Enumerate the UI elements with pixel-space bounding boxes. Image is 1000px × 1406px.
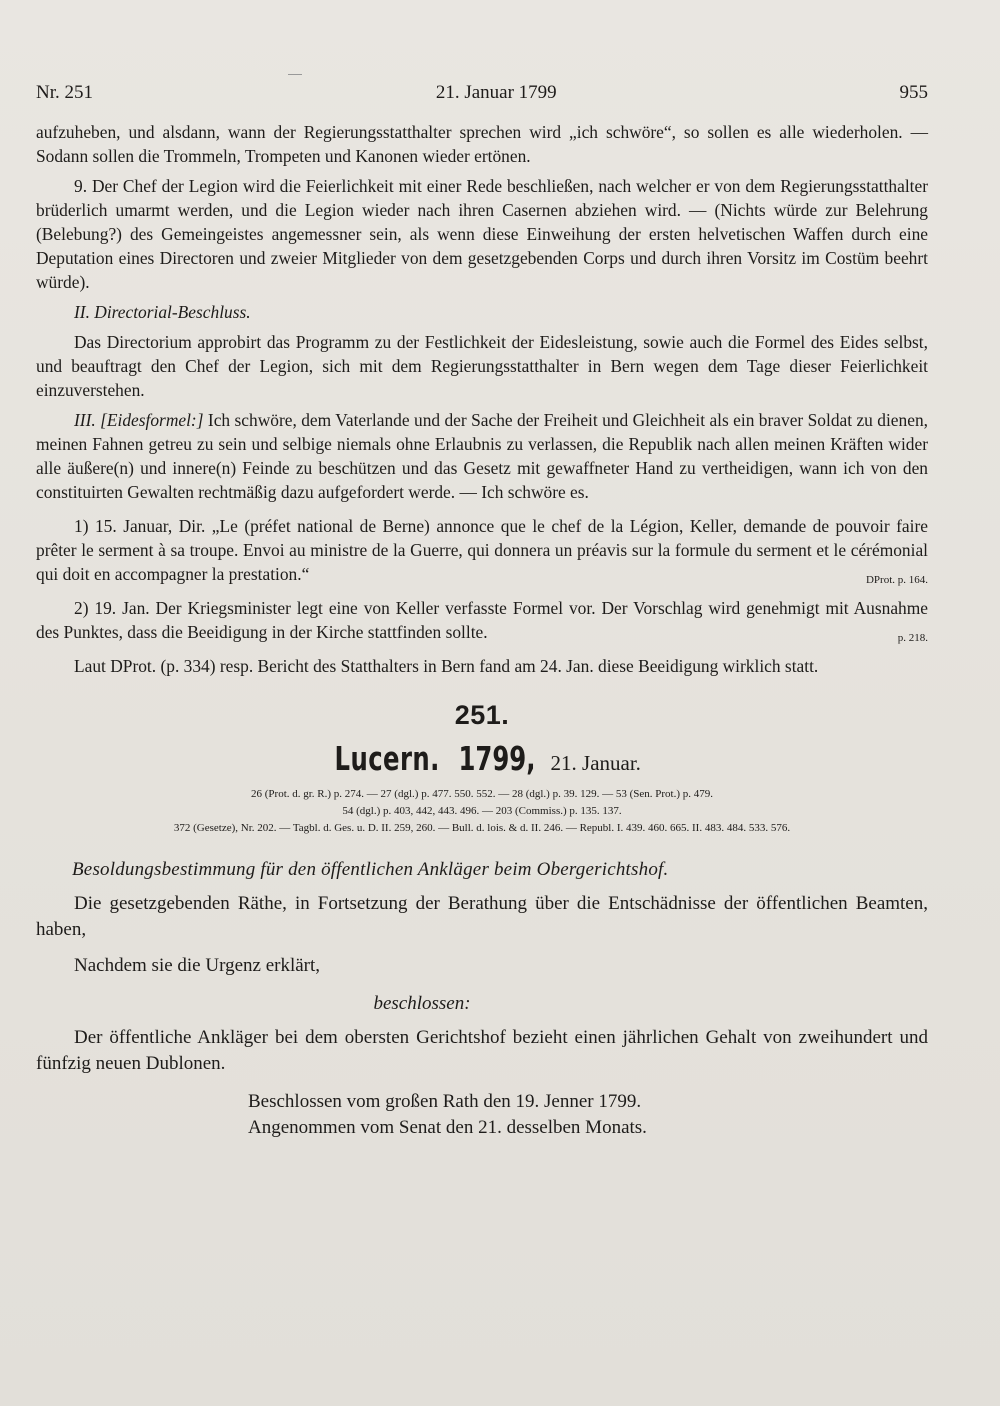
closing-block bbox=[36, 1089, 928, 1141]
decision-paragraph: Der öffentliche Ankläger bei dem obersten Gerichtshof bezieht einen jährlichen Gehalt von zweihundert und fünfzig neuen Dublonen. bbox=[36, 1027, 928, 1074]
section-label-oath: III. [Eidesformel:] bbox=[74, 410, 204, 430]
page-header bbox=[36, 82, 928, 104]
section-title-directorial: II. Directorial-Beschluss. bbox=[74, 302, 251, 322]
footnote-1 bbox=[36, 514, 928, 586]
sources-line-2: 54 (dgl.) p. 403, 442, 443. 496. — 203 (Commiss.) p. 135. 137. bbox=[342, 805, 622, 817]
document-place-date bbox=[36, 739, 928, 778]
oath-text: Ich schwöre, dem Vaterlande und der Sache der Freiheit und Gleichheit als ein braver Soldat zu dienen, meinen Fahnen getreu zu sein und selbige niemals ohne Erlaubnis zu verlassen, die Republik nach allen meinen Kräften wider alle äußere(n) und innere(n) Feinde zu beschützen und das Gesetz mit gewaffneter Hand zu vertheidigen, wann ich von den constituirten Gewalten rechtmäßig dazu aufgefordert werde. — Ich schwöre es. bbox=[36, 410, 928, 502]
sources-line-1: 26 (Prot. d. gr. R.) p. 274. — 27 (dgl.) p. 477. 550. 552. — 28 (dgl.) p. 39. 129. — 53 (Sen. Prot.) p. 479. bbox=[251, 788, 713, 800]
header-page-number: 955 bbox=[899, 82, 928, 103]
footnote-3: Laut DProt. (p. 334) resp. Bericht des Statthalters in Bern fand am 24. Jan. diese Beeidigung wirklich statt. bbox=[74, 656, 819, 676]
footnote-2 bbox=[36, 596, 928, 644]
paragraph-point-9: 9. Der Chef der Legion wird die Feierlichkeit mit einer Rede beschließen, nach welcher er von dem Regierungsstatthalter brüderlich umarmt werden, und die Legion wieder nach ihren Casernen abziehen wird. — (Nichts würde zur Belehrung (Belebung?) des Gemeingeistes angemessner sein, als wenn diese Einweihung der ersten helvetischen Waffen durch eine Deputation eines Directoren und zweier Mitglieder von dem gesetzgebenden Corps und durch ihren Vorsitz im Costüm beehrt würde). bbox=[36, 176, 928, 292]
header-doc-number: Nr. 251 bbox=[36, 82, 93, 103]
source-references bbox=[36, 786, 928, 837]
footnote-1-text: 1) 15. Januar, Dir. „Le (préfet national de Berne) annonce que le chef de la Légion, Keller, demande de pouvoir faire prêter le serment à sa troupe. Envoi au ministre de la Guerre, qui donnera un préavis sur la formule du serment et le cérémonial qui doit en accompagner la prestation.“ bbox=[36, 516, 928, 584]
document-subject: Besoldungsbestimmung für den öffentlichen Ankläger beim Obergerichtshof. bbox=[72, 859, 669, 880]
paragraph-oath bbox=[36, 408, 928, 504]
footnote-2-ref: p. 218. bbox=[897, 632, 928, 644]
closing-line-2: Angenommen vom Senat den 21. desselben Monats. bbox=[248, 1117, 647, 1138]
document-year: 1799, bbox=[458, 739, 536, 778]
closing-line-1: Beschlossen vom großen Rath den 19. Jenner 1799. bbox=[248, 1091, 642, 1112]
document-date: 21. Januar. bbox=[550, 751, 641, 775]
sources-line-3: 372 (Gesetze), Nr. 202. — Tagbl. d. Ges. u. D. II. 259, 260. — Bull. d. lois. & d. II. 246. — Republ. I. 439. 460. 665. II. 483. 484. 533. 576. bbox=[173, 822, 791, 834]
resolved-heading: beschlossen: bbox=[373, 993, 471, 1014]
document-city: Lucern. bbox=[334, 739, 440, 778]
paragraph-continuation: aufzuheben, und alsdann, wann der Regierungsstatthalter sprechen wird „ich schwöre“, so sollen es alle wiederholen. — Sodann sollen die Trommeln, Trompeten und Kanonen wieder ertönen. bbox=[36, 122, 928, 166]
top-mark bbox=[288, 74, 302, 75]
header-date: 21. Januar 1799 bbox=[435, 82, 557, 103]
urgency-paragraph: Nachdem sie die Urgenz erklärt, bbox=[74, 955, 321, 976]
footnote-2-text: 2) 19. Jan. Der Kriegsminister legt eine von Keller verfasste Formel vor. Der Vorschlag wird genehmigt mit Ausnahme des Punktes, dass die Beeidigung in der Kirche stattfinden sollte. bbox=[36, 598, 928, 642]
document-number: 251. bbox=[454, 700, 510, 730]
footnote-1-ref: DProt. p. 164. bbox=[865, 574, 928, 586]
intro-paragraph: Die gesetzgebenden Räthe, in Fortsetzung der Berathung über die Entschädnisse der öffentlichen Beamten, haben, bbox=[36, 893, 928, 940]
paragraph-directorium: Das Directorium approbirt das Programm zu der Festlichkeit der Eidesleistung, sowie auch die Formel des Eides selbst, und beauftragt den Chef der Legion, sich mit dem Regierungsstatthalter in Bern wegen dem Tage dieser Feierlichkeit einzuverstehen. bbox=[36, 332, 928, 400]
